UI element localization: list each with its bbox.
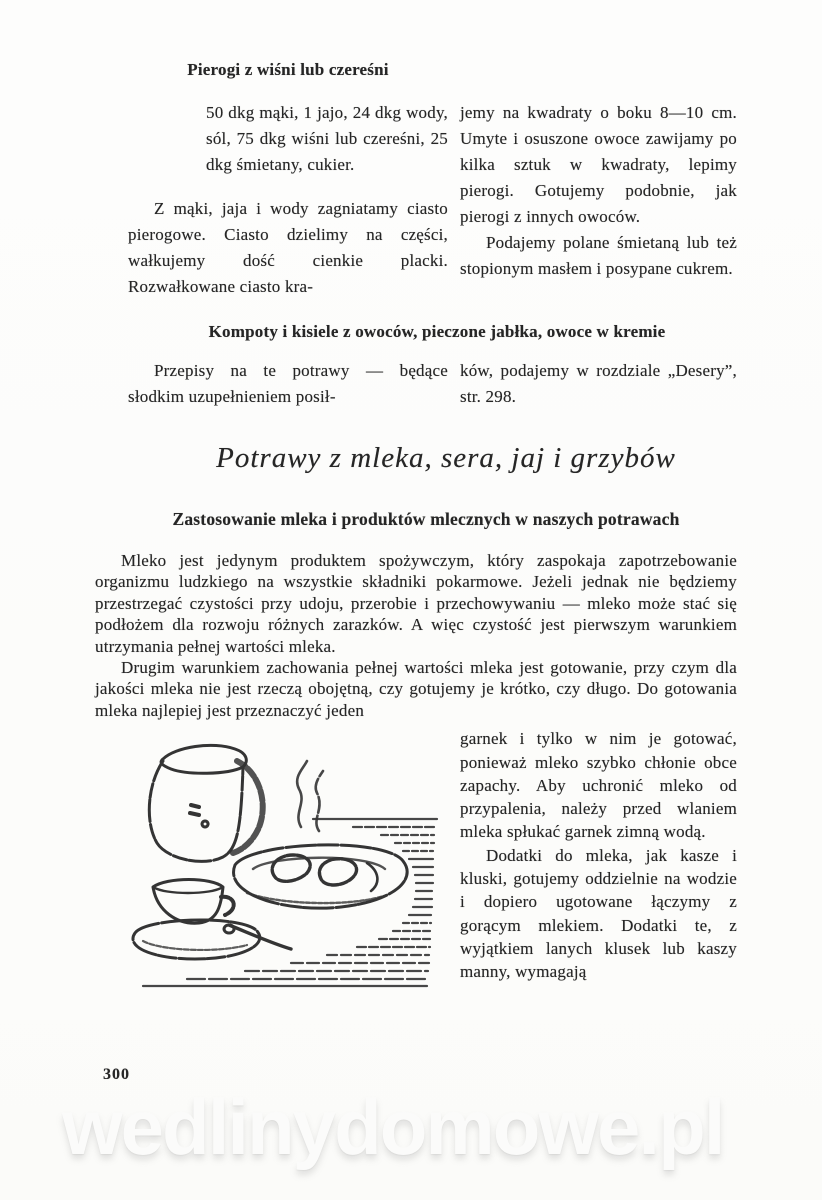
compotes-left-paragraph: Przepisy na te potrawy — będące słodkim uzupełnieniem posił- — [128, 361, 448, 406]
milk-text-column — [460, 727, 737, 1014]
page-number: 300 — [103, 1066, 130, 1083]
recipe-left-paragraph: Z mąki, jaja i wody zagniatamy ciasto pierogowe. Ciasto dzielimy na części, wałkujemy dość cienkie placki. Rozwałkowane ciasto kra- — [128, 199, 448, 296]
watermark: wedlinydomowe.pl — [62, 1083, 724, 1171]
illustration-text-row — [95, 727, 737, 1014]
recipe-left-column — [128, 100, 448, 300]
chapter-paragraph-1: Mleko jest jedynym produktem spożywczym, który zaspokaja zapotrzebowanie organizmu ludzkiego na wszystkie składniki pokarmowe. Jeżeli jednak nie będziemy przestrzegać czystości przy udoju, przerobie i przechowywaniu — mleko może stać się podłożem dla rozwoju różnych zarazków. A więc czystość jest pierwszym warunkiem utrzymania pełnej wartości mleka. — [95, 551, 737, 656]
chapter-paragraph-3: Dodatki do mleka, jak kasze i kluski, gotujemy oddzielnie na wodzie i dopiero ugotowane łączymy z gorącym mlekiem. Dodatki te, z wyjątkiem lanych klusek lub kaszy manny, wymagają — [460, 845, 737, 982]
page-content — [95, 60, 737, 1014]
recipe-title: Pierogi z wiśni lub czereśni — [187, 60, 389, 79]
recipe-columns — [128, 100, 737, 300]
compotes-section-title: Kompoty i kisiele z owoców, pieczone jabłka, owoce w kremie — [208, 322, 666, 341]
milk-jug-plate-cup-drawing — [95, 727, 448, 1009]
compotes-right-paragraph: ków, podajemy w rozdziale „Desery”, str. 298. — [460, 361, 737, 406]
chapter-paragraph-2-continued: garnek i tylko w nim je gotować, ponieważ mleko szybko chłonie obce zapachy. Aby uchronić mleko od przypalenia, należy przed wlaniem mleka spłukać garnek zimną wodą. — [460, 729, 737, 842]
compotes-left-column — [128, 358, 448, 410]
recipe-right-paragraph-2: Podajemy polane śmietaną lub też stopionym masłem i posypane cukrem. — [460, 233, 737, 278]
compotes-right-column — [460, 358, 737, 410]
chapter-title: Potrawy z mleka, sera, jaj i grzybów — [216, 442, 676, 474]
chapter-paragraph-2: Drugim warunkiem zachowania pełnej wartości mleka jest gotowanie, przy czym dla jakości mleka nie jest rzeczą obojętną, czy gotujemy je krótko, czy długo. Do gotowania mleka najlepiej jest przeznaczyć jeden — [95, 658, 737, 720]
recipe-ingredients: 50 dkg mąki, 1 jajo, 24 dkg wody, sól, 75 dkg wiśni lub czereśni, 25 dkg śmietany, cukier. — [206, 103, 448, 174]
milk-dishes-illustration — [95, 727, 448, 1014]
recipe-right-paragraph-1: jemy na kwadraty o boku 8—10 cm. Umyte i osuszone owoce zawijamy po kilka sztuk w kwadraty, lepimy pierogi. Gotujemy podobnie, jak pierogi z innych owoców. — [460, 103, 737, 226]
compotes-columns — [128, 358, 737, 410]
recipe-right-column — [460, 100, 737, 300]
chapter-subtitle: Zastosowanie mleka i produktów mlecznych w naszych potrawach — [172, 509, 680, 529]
